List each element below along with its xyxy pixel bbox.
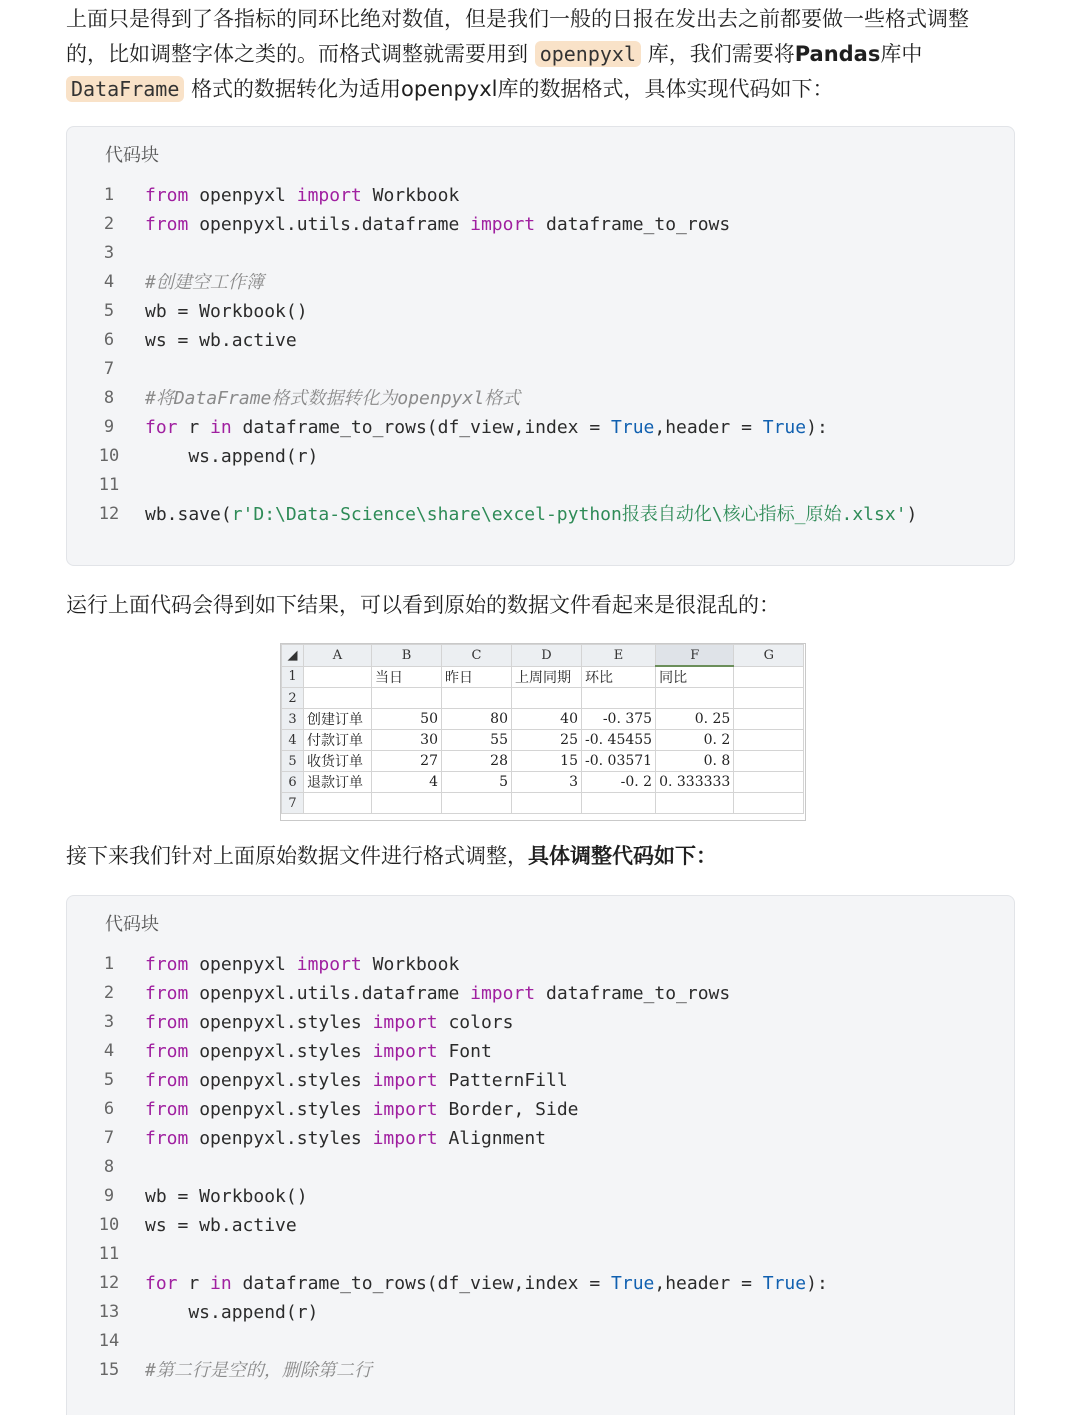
table-cell: 同比 (656, 666, 734, 688)
table-cell (734, 688, 804, 709)
table-cell: 环比 (582, 666, 656, 688)
keyword: from (145, 214, 189, 235)
line-number: 3 (103, 243, 115, 263)
keyword: import (372, 1012, 438, 1033)
table-cell: -0. 375 (582, 709, 656, 730)
spreadsheet-image (280, 643, 806, 821)
table-cell: 付款订单 (304, 730, 372, 751)
code-block-1 (66, 126, 1015, 566)
code-text: r (177, 1273, 211, 1294)
table-cell: 0. 333333 (656, 772, 734, 793)
row-header: 3 (282, 709, 304, 730)
column-header-row (282, 645, 804, 667)
table-cell: 退款订单 (304, 772, 372, 793)
table-cell: 55 (442, 730, 512, 751)
keyword: import (296, 954, 362, 975)
row-header: 1 (282, 666, 304, 688)
intro-line-2a: 的，比如调整字体之类的。而格式调整就需要用到 (66, 42, 528, 66)
code-text: dataframe_to_rows (535, 983, 731, 1004)
keyword: import (296, 185, 362, 206)
table-cell: 创建订单 (304, 709, 372, 730)
line-number: 8 (103, 1157, 115, 1177)
code-text: openpyxl.styles (188, 1070, 373, 1091)
row-header: 7 (282, 793, 304, 814)
line-number: 9 (103, 417, 115, 437)
code-text: openpyxl.styles (188, 1041, 373, 1062)
code-text: ,header = (654, 1273, 763, 1294)
keyword: import (372, 1070, 438, 1091)
line-number: 13 (98, 1302, 120, 1322)
code-text: ws = wb.active (145, 330, 297, 351)
intro-line-1: 上面只是得到了各指标的同环比绝对数值，但是我们一般的日报在发出去之前都要做一些格式调整 (66, 7, 969, 31)
code-text: openpyxl.styles (188, 1012, 373, 1033)
table-row (282, 751, 804, 772)
line-number: 1 (103, 185, 115, 205)
line-number: 14 (98, 1331, 120, 1351)
line-number: 10 (98, 1215, 120, 1235)
table-cell: 上周同期 (512, 666, 582, 688)
table-cell (734, 666, 804, 688)
column-header: A (304, 645, 372, 667)
code-text: openpyxl.styles (188, 1128, 373, 1149)
keyword: from (145, 1099, 189, 1120)
table-cell (304, 666, 372, 688)
code-text: ws.append(r) (145, 446, 319, 467)
code-text: openpyxl (188, 185, 297, 206)
column-header: B (372, 645, 442, 667)
table-row (282, 688, 804, 709)
keyword: from (145, 983, 189, 1004)
table-cell (442, 793, 512, 814)
table-cell (734, 772, 804, 793)
intro-line-2c: 库中 (880, 42, 923, 66)
keyword: for (145, 1273, 178, 1294)
code-text: Alignment (437, 1128, 546, 1149)
intro-line-3: 格式的数据转化为适用openpyxl库的数据格式，具体实现代码如下： (191, 77, 834, 101)
code-text: dataframe_to_rows (535, 214, 731, 235)
column-header: G (734, 645, 804, 667)
table-cell: 50 (372, 709, 442, 730)
line-number: 7 (103, 359, 115, 379)
keyword: for (145, 417, 178, 438)
keyword: import (372, 1128, 438, 1149)
boolean: True (611, 417, 655, 438)
code-text: openpyxl.utils.dataframe (188, 983, 471, 1004)
column-header: E (582, 645, 656, 667)
table-cell: 0. 25 (656, 709, 734, 730)
table-row (282, 772, 804, 793)
table-cell: 25 (512, 730, 582, 751)
table-cell: -0. 03571 (582, 751, 656, 772)
code-text: Font (437, 1041, 492, 1062)
keyword: from (145, 1128, 189, 1149)
table-cell: 27 (372, 751, 442, 772)
code-text: wb.save( (145, 504, 232, 525)
table-cell: 昨日 (442, 666, 512, 688)
table-cell: 收货订单 (304, 751, 372, 772)
line-number: 12 (98, 504, 120, 524)
code-block-2 (66, 895, 1015, 1415)
keyword: from (145, 185, 189, 206)
code-text: ws = wb.active (145, 1215, 297, 1236)
table-cell: 40 (512, 709, 582, 730)
keyword: from (145, 954, 189, 975)
code-comment: #创建空工作簿 (145, 272, 264, 293)
row-header: 2 (282, 688, 304, 709)
table-row (282, 666, 804, 688)
code-text: r (177, 417, 211, 438)
table-cell: 当日 (372, 666, 442, 688)
corner-cell: ◢ (282, 645, 304, 667)
table-cell (582, 688, 656, 709)
table-cell (734, 793, 804, 814)
boolean: True (762, 417, 807, 438)
line-number: 9 (103, 1186, 115, 1206)
code-text: Border, Side (437, 1099, 579, 1120)
table-cell (656, 688, 734, 709)
line-number: 2 (103, 214, 115, 234)
code-string: r'D:\Data-Science\share\excel-python报表自动化\核心指标_原始.xlsx' (231, 504, 907, 525)
keyword: in (210, 1273, 232, 1294)
line-number: 6 (103, 1099, 115, 1119)
code-comment: #第二行是空的，删除第二行 (145, 1360, 372, 1381)
line-number: 12 (98, 1273, 120, 1293)
column-header: F (656, 645, 734, 667)
code-text: ) (906, 504, 918, 525)
table-cell (372, 688, 442, 709)
code-text: wb = Workbook() (145, 1186, 308, 1207)
line-number: 6 (103, 330, 115, 350)
code-text: ): (806, 1273, 828, 1294)
keyword: from (145, 1012, 189, 1033)
keyword: import (372, 1041, 438, 1062)
table-row (282, 730, 804, 751)
keyword: from (145, 1041, 189, 1062)
table-cell: 3 (512, 772, 582, 793)
table-cell: 80 (442, 709, 512, 730)
row-header: 4 (282, 730, 304, 751)
table-cell: 0. 8 (656, 751, 734, 772)
row-header: 5 (282, 751, 304, 772)
keyword: from (145, 1070, 189, 1091)
code-text: dataframe_to_rows(df_view,index = (231, 417, 612, 438)
spreadsheet-table (281, 644, 804, 814)
keyword: import (372, 1099, 438, 1120)
table-cell (372, 793, 442, 814)
code-comment: #将DataFrame格式数据转化为openpyxl格式 (145, 388, 521, 409)
code-text: openpyxl (188, 954, 297, 975)
line-number: 1 (103, 954, 115, 974)
intro-paragraph (66, 2, 1026, 107)
table-row (282, 709, 804, 730)
inline-code-openpyxl: openpyxl (535, 41, 641, 67)
table-cell (582, 793, 656, 814)
code-text: dataframe_to_rows(df_view,index = (231, 1273, 612, 1294)
line-number: 11 (98, 1244, 120, 1264)
code-text: Workbook (361, 185, 460, 206)
boolean: True (611, 1273, 655, 1294)
table-cell (512, 688, 582, 709)
code-text: openpyxl.utils.dataframe (188, 214, 471, 235)
table-cell (734, 730, 804, 751)
table-cell: 30 (372, 730, 442, 751)
line-number: 5 (103, 1070, 115, 1090)
next-text-bold: 具体调整代码如下： (528, 844, 717, 868)
table-cell (734, 709, 804, 730)
table-cell: 28 (442, 751, 512, 772)
next-text: 接下来我们针对上面原始数据文件进行格式调整， (66, 844, 528, 868)
table-cell (656, 793, 734, 814)
table-cell (304, 793, 372, 814)
inline-code-dataframe: DataFrame (66, 76, 184, 102)
line-number: 7 (103, 1128, 115, 1148)
table-cell (304, 688, 372, 709)
table-cell: 0. 2 (656, 730, 734, 751)
line-number: 10 (98, 446, 120, 466)
table-cell (512, 793, 582, 814)
table-row (282, 793, 804, 814)
keyword: import (470, 214, 536, 235)
line-number: 15 (98, 1360, 120, 1380)
column-header: C (442, 645, 512, 667)
code-block-title: 代码块 (105, 145, 159, 166)
line-number: 2 (103, 983, 115, 1003)
line-number: 11 (98, 475, 120, 495)
next-paragraph (66, 839, 1026, 874)
line-number: 8 (103, 388, 115, 408)
code-text: PatternFill (437, 1070, 568, 1091)
code-text: ws.append(r) (145, 1302, 319, 1323)
table-cell: 15 (512, 751, 582, 772)
table-cell: -0. 2 (582, 772, 656, 793)
table-cell (734, 751, 804, 772)
table-cell: 4 (372, 772, 442, 793)
line-number: 5 (103, 301, 115, 321)
code-block-title: 代码块 (105, 914, 159, 935)
intro-line-2b: 库，我们需要将 (647, 42, 795, 66)
code-text: Workbook (361, 954, 460, 975)
code-text: openpyxl.styles (188, 1099, 373, 1120)
table-cell: -0. 45455 (582, 730, 656, 751)
boolean: True (762, 1273, 807, 1294)
result-paragraph: 运行上面代码会得到如下结果，可以看到原始的数据文件看起来是很混乱的： (66, 593, 780, 617)
keyword: in (210, 417, 232, 438)
line-number: 4 (103, 272, 115, 292)
code-text: ,header = (654, 417, 763, 438)
code-text: wb = Workbook() (145, 301, 308, 322)
table-cell (442, 688, 512, 709)
line-number: 4 (103, 1041, 115, 1061)
table-cell: 5 (442, 772, 512, 793)
row-header: 6 (282, 772, 304, 793)
code-text: ): (806, 417, 828, 438)
keyword: import (470, 983, 536, 1004)
code-text: colors (437, 1012, 514, 1033)
line-number: 3 (103, 1012, 115, 1032)
column-header: D (512, 645, 582, 667)
pandas-label: Pandas (794, 42, 881, 66)
